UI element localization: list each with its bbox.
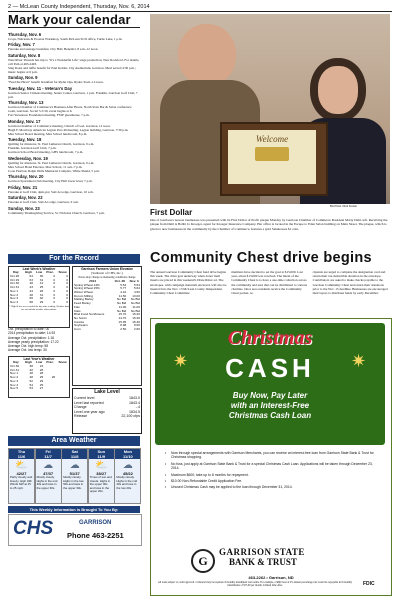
table-cell: 29 <box>39 299 44 304</box>
calendar-event: Garrison Senior Citizens meeting, Senior Center, Garrison, 1 p.m. Franklin, Garrison Golf Club, 7 p.m. <box>8 90 138 99</box>
table-cell: 25 <box>39 375 44 380</box>
forecast-temps: 38/27 <box>96 471 107 476</box>
column-header: High <box>24 360 32 365</box>
plaque-welcome: Welcome <box>255 134 289 144</box>
column-header: High <box>24 270 32 275</box>
table-cell: 14.70 <box>118 315 127 320</box>
table-cell: 48 <box>29 375 33 380</box>
table-cell: 9.00 <box>133 323 140 328</box>
table-row <box>73 414 141 419</box>
calendar-event: Pancake at Golf Club, 4pm-yes; SACA Lodge, Garrison, 10 a.m. <box>8 189 94 194</box>
last-week-note: * High & low are recorded the day after reading. Weather data are not official weather observations. <box>9 304 69 311</box>
table-cell: 1843.4 <box>129 400 140 405</box>
cloudy-icon: ☁ <box>122 459 133 471</box>
table-cell: 0 <box>66 277 68 282</box>
ad-bullet-text: Now through special arrangements with Garrison Merchants, you can receive an interest-free loan from Garrison State Bank & Trust for Christmas shopping. <box>171 451 374 460</box>
table-cell: 1843.0 <box>129 396 140 400</box>
calendar-event: Franklin, Garrison Golf Club, 7 p.m. <box>8 146 57 150</box>
table-cell: 26 <box>39 367 44 372</box>
table-cell: 30 <box>39 274 44 278</box>
table-cell: Malting Barley <box>74 297 94 302</box>
table-cell: No Bid <box>116 308 127 313</box>
table-cell <box>56 387 69 391</box>
story-column-1: The annual Garrison Community Chest fund drive begins this week. The drive gets underway when donor mail inserts are placed in this weekend's Dixie Ritter ad. The envelopes, with campaign materials enclosed, will also be inserted into the Nov. 13 McLean County Independent. Community Chest Committee <box>150 270 227 296</box>
forecast-date: 11/6 <box>17 454 26 459</box>
table-cell: 0 <box>66 274 68 278</box>
calendar-day: Sunday, Nov. 9 <box>8 75 38 80</box>
table-cell: 0 <box>53 281 56 286</box>
bullet-icon: • <box>165 472 167 477</box>
table-cell: 25 <box>39 285 44 290</box>
partly-cloudy-icon: ⛅ <box>95 459 108 471</box>
man-head <box>178 24 236 86</box>
cash-headline: CASH <box>225 353 315 383</box>
table-cell: Nov 2 <box>10 292 19 297</box>
calendar-day: Thursday, Nov. 6 <box>8 31 42 37</box>
table-cell: Nov 5 <box>10 386 19 391</box>
first-dollar-photo <box>150 14 390 204</box>
table-cell: Oct 30 <box>10 281 20 286</box>
table-cell: No Bid <box>130 308 140 313</box>
table-cell: Nov 4 <box>10 382 19 387</box>
table-cell: 11.00 <box>118 304 127 309</box>
grain-title: Garrison Farmers Union Elevator <box>81 267 133 271</box>
ad-fine-print: All loans subject to credit approval. Collateral may be required. 8 monthly installment loan terms. For example, a $600 loan at 0% annual percentage rate would be repayable in 8 monthly installments of $75.00 per month. Limited time offer. <box>157 581 353 588</box>
lake-table <box>73 396 141 419</box>
forecast-day <box>35 448 62 504</box>
table-cell: 31 <box>39 292 44 297</box>
column-header: Oct. 28 <box>114 278 125 283</box>
table-cell: Spring Wheat 14% <box>74 282 100 287</box>
last-week-weather-box <box>8 266 70 328</box>
forecast-day-header <box>36 449 61 459</box>
table-cell: No Sunni <box>74 315 87 320</box>
column-header: Prec. <box>46 270 54 275</box>
table-cell: 5.77 <box>120 286 127 291</box>
table-cell: 31 <box>39 277 44 282</box>
forecast-desc: Times of sun and clouds. Highs in the upper 30s and lows in the upper 20s. <box>89 475 112 493</box>
table-cell: 40 <box>29 367 33 372</box>
table-cell: Release <box>74 414 88 419</box>
column-header: 2014 <box>89 278 97 283</box>
first-dollar-caption: One of Garrison's newest businesses was presented with its First Dollar of Profit plaque Monday by Garrison Chamber of Commerce President Marty Dahl, left. Receiving the plaque from Dahl is Bobbi Jo Kroeger, agent for Kroeger Insurance Company. Her office is located in the Escape to Eden Salon building on Main Street. The plaque, which is given to new businesses in the community by the Chamber of Commerce, features a gold Sakakawea $1 coin. <box>150 218 388 231</box>
calendar-event: Community Thanksgiving Service, St. Nicholas Church, Garrison, 7 p.m. <box>8 210 105 215</box>
table-cell: 48 <box>29 281 33 286</box>
table-cell: Flax <box>74 304 80 309</box>
table-cell: 0 <box>53 296 56 301</box>
ad-bullet <box>165 479 380 483</box>
sponsor-box <box>8 514 142 546</box>
ad-bullet <box>165 473 380 477</box>
forecast-day-header <box>9 449 34 459</box>
community-chest-story <box>150 270 390 295</box>
last-week-title: Last Week's Weather <box>22 267 56 271</box>
tagline-line-1: Buy Now, Pay Later <box>232 391 308 400</box>
table-cell: 41 <box>39 281 44 286</box>
last-year-weather-box <box>8 356 70 398</box>
table-cell: No Bid <box>116 301 127 306</box>
table-cell: 11.50 <box>118 293 127 298</box>
column-header: Day <box>13 270 19 275</box>
woman-face <box>318 66 358 114</box>
table-cell: 58 <box>29 299 33 304</box>
table-cell: 15.70 <box>118 312 127 317</box>
table-cell: 29 <box>39 378 44 383</box>
table-cell: Current level <box>74 396 95 400</box>
table-row <box>73 328 141 332</box>
calendar-event: Pancake at Golf Club, SACA Lodge, Garrison, 9 a.m. <box>8 200 79 204</box>
sponsor-phone: Phone 463-2251 <box>67 531 124 540</box>
table-cell: No Bid <box>116 297 127 302</box>
ad-bullet-text: $10.00 Non-Refundable Credit Application Fee. <box>171 479 243 484</box>
table-row <box>9 387 69 391</box>
table-cell: 2.50 <box>120 327 127 332</box>
table-cell: 16.20 <box>132 312 140 317</box>
table-cell: Level one year ago <box>74 409 105 414</box>
photo-credit: BG Photo / Rob Kreiser <box>330 205 358 208</box>
table-cell: Feed Barley <box>74 301 91 306</box>
forecast-weekday: Sat <box>71 449 78 454</box>
star-icon: ✷ <box>351 351 367 371</box>
table-cell: Nov 3 <box>10 296 19 301</box>
calendar-day: Monday, Nov. 17 <box>8 118 41 124</box>
forecast-temps: 51/37 <box>69 471 80 476</box>
grain-prices-box <box>72 266 142 386</box>
forecast-date: 11/10 <box>122 454 133 459</box>
lake-level-box <box>72 388 142 434</box>
page-folio: 2 — McLean County Independent, Thursday, Nov. 6, 2014 <box>8 4 150 10</box>
calendar-day: Sunday, Nov. 23 <box>8 205 40 211</box>
first-dollar-title: First Dollar <box>150 208 193 217</box>
table-cell: 15.95 <box>118 319 127 324</box>
last-year-title: Last Year's Weather <box>23 357 55 361</box>
table-cell: Spring Wheat 15% <box>74 286 100 291</box>
calendar-day: Friday, Nov. 21 <box>8 184 38 190</box>
record-title: For the Record <box>8 254 140 264</box>
christmas-cash-ad <box>150 318 392 596</box>
fdic-logo: FDIC <box>363 581 375 587</box>
forecast-day <box>8 448 35 504</box>
chs-logo: CHS <box>13 518 54 539</box>
bullet-icon: • <box>165 485 167 490</box>
sponsor-title: This Weekly Information is Brought To You By: <box>8 506 140 513</box>
forecast-desc: Mostly cloudy. Highs in the mid 40s and lows in the low 20s. <box>116 475 138 490</box>
ad-bullet-text: No fuss, just apply at Garrison State Bank & Trust for a special Christmas Cash Loan. Applications will be taken through December 23, 2014. <box>171 461 373 471</box>
table-cell: 0 <box>53 288 56 293</box>
ad-bullets <box>165 451 380 492</box>
forecast-date: 11/8 <box>70 454 79 459</box>
table-cell: 15.30 <box>132 315 140 320</box>
plaque-face <box>228 130 316 184</box>
table-cell: 0 <box>66 288 68 293</box>
table-cell: 43 <box>29 285 33 290</box>
forecast-day <box>61 448 88 504</box>
table-cell: 5.64 <box>133 286 140 291</box>
table-cell: Oct 30 <box>10 364 20 368</box>
precip-stats <box>8 327 68 353</box>
table-cell: Level last reported <box>74 400 104 405</box>
forecast-day-header <box>62 449 87 459</box>
table-cell: 4.50 <box>133 290 140 294</box>
table-cell: 1834.5 <box>129 409 140 414</box>
table-cell: Nov 4 <box>10 299 19 304</box>
bank-name-2: BANK & TRUST <box>229 557 297 567</box>
precip-stat: 2014 precipitation to date: 14.93 <box>8 331 56 336</box>
table-cell: -.4 <box>135 405 140 410</box>
table-cell: 28 <box>39 371 44 376</box>
cloudy-icon: ☁ <box>43 459 54 471</box>
community-chest-headline: Community Chest drive begins <box>150 250 372 266</box>
calendar-event: Sing Roast and raffle benefit for Paul Kohler, City Auditorium, Garrison. Meal served 4:30 p.m.; music begins at 6 p.m. <box>8 65 136 74</box>
table-cell: 25 <box>39 382 44 387</box>
table-cell: 53 <box>29 386 33 391</box>
forecast-temps: 47/37 <box>43 471 54 476</box>
calendar-event: Garrison Sportsmen Club meeting, City Hall lower level, 7 p.m. <box>8 179 93 183</box>
forecast-date: 11/7 <box>44 454 52 459</box>
table-cell: Soybeans <box>74 323 88 328</box>
story-column-3: cipients are urged to complete the designation card and return their tax-deductible donation in the envelope. Contributors are asked to make checks payable to the Garrison Community Chest and return their donations prior to the Nov. 15 deadline. Businesses are encouraged their layers to distribute funds by early December. <box>312 270 388 296</box>
forecast-day <box>114 448 141 504</box>
bullet-icon: • <box>165 451 167 455</box>
table-cell: 5.54 <box>133 282 140 287</box>
calendar-day: Tuesday, Nov. 18 <box>8 137 42 142</box>
table-cell: 8.98 <box>120 323 127 328</box>
bullet-icon: • <box>165 461 167 466</box>
lake-title: Lake Level <box>94 389 120 395</box>
table-cell: 44 <box>29 288 33 293</box>
grain-table <box>73 280 141 332</box>
forecast-day <box>88 448 115 504</box>
table-cell: 0 <box>53 277 56 282</box>
table-cell: Oct 31 <box>10 367 20 372</box>
calendar-event: Quilting for missions, St. Paul Lutheran Church, Garrison, 9 a.m. <box>8 160 95 165</box>
calendar-event: "Feed the Heart" benefit breakfast for Ryder Ops, Ryder, 9a.m.-12 noon. <box>8 80 104 84</box>
bank-contact: 463-2262 • Garrison, ND <box>248 575 294 580</box>
table-cell: Oats <box>74 308 81 313</box>
table-cell: 26 <box>51 375 56 380</box>
table-cell: 63 <box>29 277 33 282</box>
forecast-weekday: Thu <box>17 449 26 454</box>
precip-stat: Average Oct. high temp: 58 <box>8 344 49 349</box>
column-header: Nov. 3 <box>129 278 139 283</box>
calendar-event: Garrison School Board meeting, GHS lunchroom, 7 p.m. <box>8 150 84 154</box>
ad-bullet <box>165 462 380 471</box>
grain-subtitle: (Sunburst of CHS, Inc.) <box>91 271 123 276</box>
ornament-icon: ✷ <box>173 351 189 371</box>
table-cell: Corn <box>74 327 81 332</box>
calendar-day: Friday, Nov. 7 <box>8 42 35 47</box>
story-column-2: members have decided to set the goal at $15,000. Last year, about $13,000 was received. The intent of the Community Chest is to have a one-time collection across the community and area that can be distributed to various charities. Once area residents receive the Community Chest packet, re- <box>231 270 308 296</box>
table-cell: Blnd Food Sunflowers <box>74 312 105 317</box>
table-cell <box>44 387 56 391</box>
column-header: Snow <box>58 270 67 275</box>
table-cell: 4.42 <box>120 290 127 294</box>
table-cell: Canola <box>74 319 84 324</box>
grain-note: Prices may change as marketing conditions change <box>78 275 136 279</box>
forecast-day-header <box>115 449 140 459</box>
tagline-line-3: Christmas Cash Loan <box>228 411 312 420</box>
table-cell: 66 <box>29 296 33 301</box>
forecast-desc: Mostly cloudy. Highs in the low 50s and lows in the upper 30s. <box>63 475 84 490</box>
table-cell: 22,100 cfps <box>121 414 140 419</box>
table-cell: Winter Wheat <box>74 290 93 294</box>
table-cell: 0 <box>53 299 56 304</box>
table-cell: 0 <box>66 281 68 286</box>
calendar-event: Garrison Chamber of Commerce's Business After Hours, North Stars Bar & Salon conference room, Garrison. Social 5-5:30, event begins at 6. <box>8 105 132 113</box>
table-cell: 0 <box>66 285 68 290</box>
table-cell: No Bid <box>130 297 140 302</box>
calendar-event: West River Threads has trip to "It's a Wonderful Life" stage production, New Rockford. For details, call Pam at 463-2493. <box>8 57 140 66</box>
forecast-date: 11/9 <box>97 454 106 459</box>
table-cell: 64 <box>29 274 33 278</box>
table-cell: 0 <box>66 296 68 301</box>
precip-stat: Average Oct. precipitation: 1.16 <box>8 335 55 340</box>
calendar-title: Mark your calendar <box>8 12 131 27</box>
table-cell: Nov 1 <box>10 371 19 376</box>
bank-name-1: GARRISON STATE <box>219 547 305 557</box>
calendar-rule <box>8 27 140 28</box>
table-cell: No Bid <box>130 301 140 306</box>
column-header: Day <box>13 360 19 365</box>
table-cell: Oct 29 <box>10 277 20 282</box>
table-cell: Oct 28 <box>10 274 20 278</box>
table-cell: Oct 31 <box>10 285 20 290</box>
calendar-event: Fort Stevenson Foundation meeting, FSSP guesthouse, 7 p.m. <box>8 113 90 117</box>
forecast-desc: Mostly cloudy. Highs in the mid 40s and lows in the upper 30s. <box>36 475 58 490</box>
calendar-day: Tuesday, Nov. 11 - Veteran's Day <box>8 85 73 91</box>
table-cell: 52 <box>29 378 33 383</box>
precip-stat: Oct. precipitation to date: 00 <box>8 327 50 331</box>
gold-coin-frame <box>255 147 289 161</box>
calendar-event: Crops, Nutrients & Erosion Workshop, South McLean SCD office, Turtle Lake, 1 p.m. <box>8 36 123 41</box>
cloudy-icon: ☁ <box>69 459 80 471</box>
column-header: Prec. <box>46 360 54 365</box>
forecast-weekday: Sun <box>97 449 106 454</box>
table-cell: 15.30 <box>132 319 140 324</box>
calendar-event: Hugh F. Mowbray American Legion Post 49 meeting, Legion building, Garrison, 7:30 p.m. <box>8 127 129 132</box>
column-header: Low <box>35 360 43 365</box>
column-header: Snow <box>58 360 67 365</box>
calendar-event: Max School Bond Election, Max School, 11 a.m.-7 p.m. <box>8 164 83 169</box>
calendar-day: Wednesday, Nov. 19 <box>8 155 48 161</box>
table-cell: 11.00 <box>132 304 140 309</box>
christmas-headline: Christmas <box>227 327 313 349</box>
calendar-event: Garrison Chamber of Commerce meeting, Church of God, Garrison, 12 noon. <box>8 123 111 128</box>
area-weather-title: Area Weather <box>8 436 140 446</box>
table-cell: 38 <box>29 364 33 368</box>
calendar-day: Saturday, Nov. 8 <box>8 52 41 58</box>
forecast-weekday: Mon <box>123 449 132 454</box>
table-cell: 48 <box>29 371 33 376</box>
table-cell: 26 <box>39 288 44 293</box>
table-cell: 54 <box>29 382 33 387</box>
table-cell: 0 <box>53 274 56 278</box>
ad-bullet <box>165 451 380 460</box>
calendar-list <box>8 30 140 215</box>
table-cell: 13.00 <box>132 293 140 298</box>
table-cell: 48 <box>29 292 33 297</box>
table-cell: Nov 2 <box>10 375 19 380</box>
calendar-event: Pancake and sausage breakfast, City Hall, Benedict, 8 a.m.-12 noon. <box>8 47 99 51</box>
table-cell: 2.60 <box>133 327 140 332</box>
table-cell: 40 <box>39 296 44 301</box>
table-cell: 0 <box>53 292 56 297</box>
precip-stat: Average Oct. low temp: 30 <box>8 348 47 353</box>
calendar-event: Max School Board meeting, Max School lunchroom, 8 p.m. <box>8 131 88 136</box>
sponsor-town: GARRISON <box>79 520 112 526</box>
calendar-day: Thursday, Nov. 13 <box>8 100 44 105</box>
bullet-icon: • <box>165 479 167 484</box>
table-cell: Change <box>74 405 87 410</box>
table-cell: 0 <box>66 299 68 304</box>
forecast-day-header <box>89 449 114 459</box>
forecast-temps: 45/22 <box>122 471 133 476</box>
last-week-table <box>9 271 69 304</box>
table-cell: 27 <box>39 386 44 391</box>
table-cell: 24 <box>39 364 44 368</box>
forecast-temps: 42/27 <box>16 471 27 476</box>
bank-emblem-icon: G <box>191 549 215 573</box>
calendar-day: Thursday, Nov. 20 <box>8 174 44 179</box>
calendar-day: Saturday, Nov. 22 <box>8 195 43 200</box>
calendar-event: Quilting for missions, St. Paul Lutheran Church, Garrison, 9 a.m. <box>8 142 95 146</box>
plaque <box>220 122 328 196</box>
forecast-weekday: Fri <box>45 449 51 454</box>
christmas-cash-banner <box>155 323 385 445</box>
table-cell: Nov 1 <box>10 288 19 293</box>
ad-tagline <box>155 391 385 421</box>
forecast-desc: Partly cloudy and breezy. High 43F. Winds NW at 15 to 25 mph. <box>10 475 33 490</box>
bank-logo <box>191 547 351 573</box>
calendar-event: Coon Festival, Ralph Wells Memorial Complex, White Shield, 5 p.m. <box>8 168 100 173</box>
table-cell: Nov 3 <box>10 378 19 383</box>
tagline-line-2: with an Interest-Free <box>230 401 310 410</box>
precip-stat: Average yearly precipitation: 17.22 <box>8 339 59 344</box>
column-header: Low <box>35 270 43 275</box>
table-cell: 5.54 <box>120 282 127 287</box>
partly-cloudy-icon: ⛅ <box>15 459 28 471</box>
table-cell: 0 <box>53 285 56 290</box>
last-year-table <box>9 361 69 391</box>
table-cell: 0 <box>66 292 68 297</box>
ad-bullet <box>165 485 380 489</box>
table-cell: Durum Milling <box>74 293 93 298</box>
ad-bullet-text: Maximum $600; take up to 8 months for repayment. <box>171 472 249 477</box>
ad-bullet-text: Unused Christmas Cash may be applied to the loan through December 31, 2014. <box>171 485 293 490</box>
